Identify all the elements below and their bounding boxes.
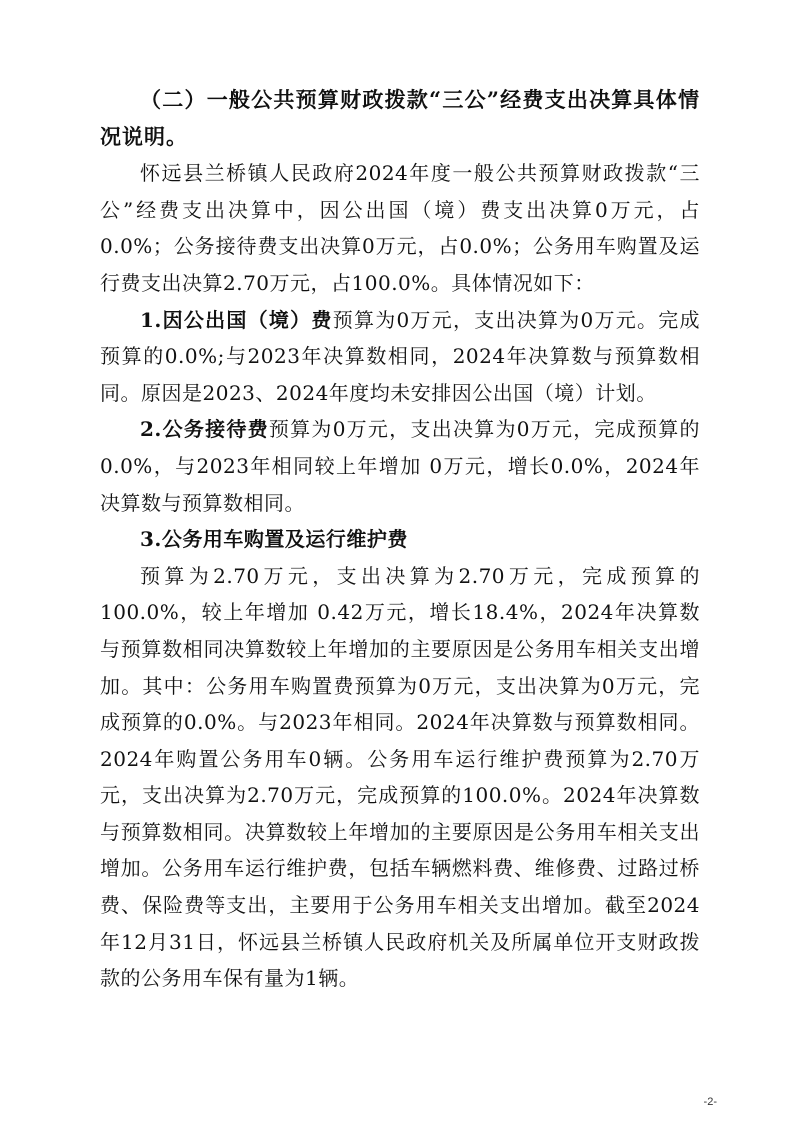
item-2-title: 2.公务接待费 [140,417,269,442]
item-1-paragraph [100,302,700,412]
item-2-text: 预算为0万元，支出决算为0万元，完成预算的 0.0%，与2023年相同较上年增加 0万元，增长0.0%，2024年决算数与预算数相同。 [100,417,700,515]
document-body [100,82,700,997]
item-1-title: 1.因公出国（境）费 [140,307,333,332]
page-number: -2- [703,1096,717,1108]
item-1-text: 预算为0万元，支出决算为0万元。完成预算的0.0%;与2023年决算数相同，2024年决算数与预算数相同。原因是2023、2024年度均未安排因公出国（境）计划。 [100,307,700,405]
section-heading: （二）一般公共预算财政拨款“三公”经费支出决算具体情况说明。 [100,87,700,149]
intro-paragraph: 怀远县兰桥镇人民政府2024年度一般公共预算财政拨款“三公”经费支出决算中，因公出国（境）费支出决算0万元，占0.0%；公务接待费支出决算0万元，占0.0%；公务用车购置及运行费支出决算2.70万元，占100.0%。具体情况如下： [100,161,700,295]
item-3-paragraph: 预算为2.70万元，支出决算为2.70万元，完成预算的100.0%，较上年增加 0.42万元，增长18.4%，2024年决算数与预算数相同决算数较上年增加的主要原因是公务用车相关支出增加。其中：公务用车购置费预算为0万元，支出决算为0万元，完成预算的0.0%。与2023年相同。2024年决算数与预算数相同。2024年购置公务用车0辆。公务用车运行维护费预算为2.70万元，支出决算为2.70万元，完成预算的100.0%。2024年决算数与预算数相同。决算数较上年增加的主要原因是公务用车相关支出增加。公务用车运行维护费，包括车辆燃料费、维修费、过路过桥费、保险费等支出，主要用于公务用车相关支出增加。截至2024年12月31日，怀远县兰桥镇人民政府机关及所属单位开支财政拨款的公务用车保有量为1辆。 [100,563,700,991]
item-3-title: 3.公务用车购置及运行维护费 [140,527,408,552]
item-2-paragraph [100,411,700,521]
